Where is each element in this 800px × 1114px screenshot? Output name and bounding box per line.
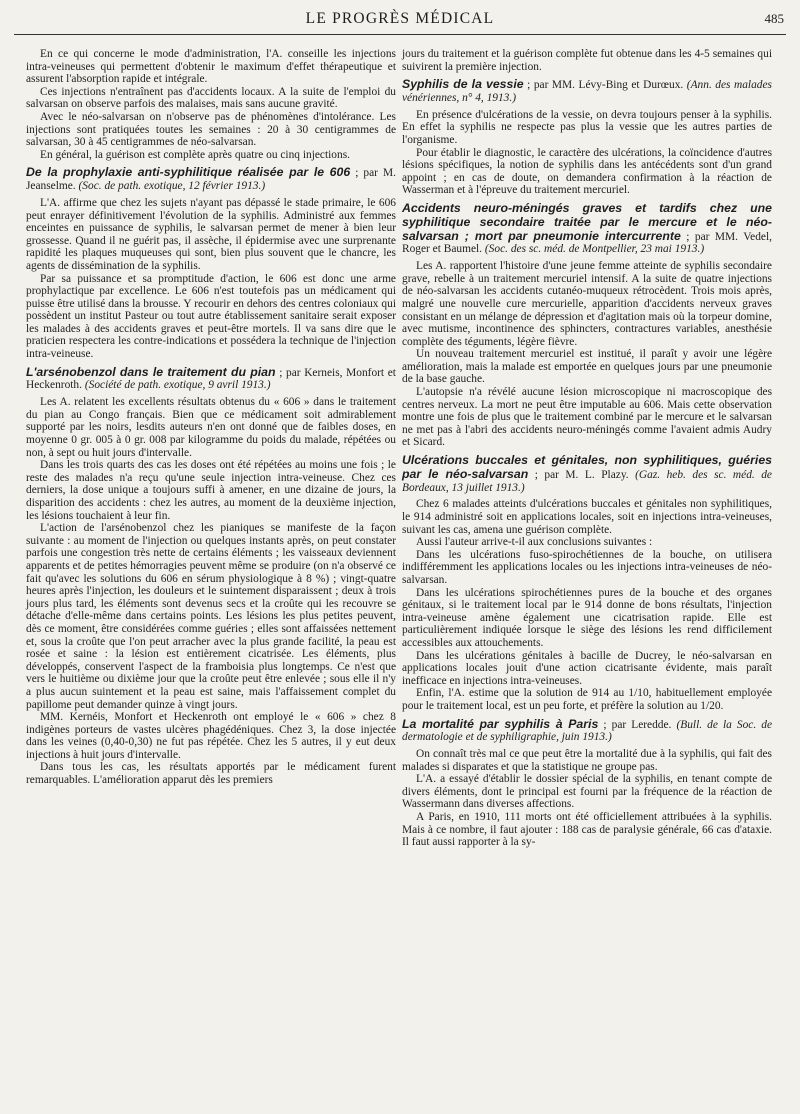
right-column	[402, 48, 772, 849]
article-title: La mortalité par syphilis à Paris	[402, 716, 599, 731]
article-title: Ulcérations buccales et génitales, non syphilitiques, guéries par le néo-salvarsan	[402, 453, 772, 481]
paragraph: A Paris, en 1910, 111 morts ont été officiellement attribuées à la syphilis. Mais à ce nombre, il faut ajouter : 188 cas de paralysie générale, 66 cas d'ataxie. Il faut aussi rapporter à la sy-	[402, 811, 772, 849]
paragraph: Les A. rapportent l'histoire d'une jeune femme atteinte de syphilis secondaire grave, rebelle à un traitement mercuriel intensif. A la suite de quatre injections de néo-salvarsan les accidents cutanéo-muqueux rétrocèdent. Trois mois après, malgré une nouvelle cure mercurielle, apparition d'accidents nerveux graves consistant en un mélange de dépression et d'agitation mais où la torpeur domine, avec mutisme, incontinence des sphincters, contractures variables, anesthésie complète des téguments, légère fièvre.	[402, 260, 772, 348]
article-author: ; par Leredde.	[603, 718, 672, 731]
article-title: De la prophylaxie anti-syphilitique réalisée par le 606	[26, 165, 351, 180]
article-source: (Soc. des sc. méd. de Montpellier, 23 mai 1913.)	[484, 243, 705, 256]
page-number: 485	[764, 11, 784, 26]
paragraph: Dans les ulcérations génitales à bacille de Ducrey, le néo-salvarsan en applications locales jouit d'une action cicatrisante évidente, mais paraît inefficace en injections intra-veineuses.	[402, 649, 772, 687]
paragraph: L'autopsie n'a révélé aucune lésion microscopique ni macroscopique des centres nerveux. La mort ne peut être imputable au 606. Mais cette observation montre une fois de plus que le traitement combiné par le mercure et le salvarsan ne met pas à l'abri des accidents neuro-méningés comme l'avaient admis Audry et Sicard.	[402, 386, 772, 449]
paragraph: L'A. a essayé d'établir le dossier spécial de la syphilis, en tenant compte de divers éléments, dont le principal est fourni par la fréquence de la réaction de Wassermann dans diverses affections.	[402, 773, 772, 811]
paragraph: Dans les trois quarts des cas les doses ont été répétées au moins une fois ; le reste des malades n'a reçu qu'une seule injection intra-veineuse. Chez ces derniers, la dose unique a toujours suffi à amener, en une dizaine de jours, la disparition des accidents : chez les autres, au moment de la deuxième injection, les lésions touchaient à leur fin.	[26, 459, 396, 522]
paragraph: Enfin, l'A. estime que la solution de 914 au 1/10, habituellement employée pour le traitement local, est un peu forte, et préfère la solution au 1/20.	[402, 687, 772, 712]
journal-title: LE PROGRÈS MÉDICAL	[305, 10, 495, 27]
paragraph: Aussi l'auteur arrive-t-il aux conclusions suivantes :	[416, 536, 653, 549]
running-header	[14, 8, 786, 35]
article-source: (Bull. de la Soc. de dermatologie et de syphiligraphie, juin 1913.)	[402, 718, 773, 744]
paragraph: L'action de l'arsénobenzol chez les pianiques se manifeste de la façon suivante : au moment de l'injection ou quelques instants après, on peut constater parfois une congestion très nette de certains éléments ; les vaisseaux deviennent apparents et de petites hémorragies peuvent même se produire (on n'a observé ce fait qu'avec les solutions du 606 en sérum physiologique à 8 %) ; vingt-quatre heures après l'injection, les douleurs et le suintement disparaissent ; deux à trois jours plus tard, les éléments sont devenus secs et la croûte qui les recouvre se détache d'elle-même dans certains points. Les lésions les plus petites peuvent, dès ce moment, être considérées comme guéries ; elles sont affaissées nettement et, sous la croûte que l'on peut arracher avec la plus grande facilité, la peau est rosée et saine : la lésion est entièrement cicatrisée. Les éléments, plus développés, conservent l'aspect de la framboisia plus longtemps. Ce n'est que vers le huitième ou dixième jour que la croûte peut être enlevée ; sous elle il n'y a plus aucun suintement et la peau est saine, mais l'affaissement complet du papillome peut demander quinze à vingt jours.	[26, 522, 396, 711]
paragraph: L'A. affirme que chez les sujets n'ayant pas dépassé le stade primaire, le 606 peut enrayer définitivement l'évolution de la syphilis. Administré aux femmes enceintes en puissance de syphilis, le salvarsan permet de mener à bien leur grossesse. Quand il ne guérit pas, il assèche, il épidermise avec une surprenante rapidité les plaques muqueuses qui sont, bien plus souvent que le chancre, les agents de dissémination de la syphilis.	[26, 196, 396, 272]
paragraph: Un nouveau traitement mercuriel est institué, il paraît y avoir une légère amélioration, mais la malade est emportée en quelques jours par une pneumonie de la base gauche.	[402, 348, 772, 386]
article-source: (Gaz. heb. des sc. méd. de Bordeaux, 13 juillet 1913.)	[402, 468, 772, 494]
article-source: (Soc. de path. exotique, 12 février 1913.)	[78, 180, 266, 193]
paragraph: MM. Kernéis, Monfort et Heckenroth ont employé le « 606 » chez 8 indigènes porteurs de vastes ulcères phagédéniques. Chez 3, la dose injectée dans les veines (0,40-0,30) ne fut pas répétée. Chez les 5 autres, il y eut deux injections à huit jours d'intervalle.	[26, 711, 396, 761]
article-heading	[26, 366, 396, 393]
article-title: L'arsénobenzol dans le traitement du pian	[26, 364, 276, 379]
article-source: (Ann. des malades vénériennes, n° 4, 1913.)	[402, 79, 772, 104]
paragraph: Dans tous les cas, les résultats apportés par le médicament furent remarquables. L'amélioration apparut dès les premiers	[26, 761, 396, 787]
paragraph: Pour établir le diagnostic, le caractère des ulcérations, la coïncidence d'autres lésions spécifiques, la notion de syphilis dans les antécédents sont d'un grand appoint ; en cas de doute, on demandera confirmation à la réaction de Wasserman et à l'épreuve du traitement mercuriel.	[402, 146, 772, 197]
article-title: Syphilis de la vessie	[402, 77, 524, 92]
paragraph: Avec le néo-salvarsan on n'observe pas de phénomènes d'intolérance. Les injections sont pratiquées toutes les semaines : 20 à 30 centigrammes de salvarsan, 30 à 45 centigrammes de néo-salvarsan.	[26, 110, 396, 149]
article-heading	[26, 166, 396, 193]
article-author: ; par M. Jeanselme.	[26, 167, 396, 193]
article-author: ; par MM. Lévy-Bing et Durœux.	[527, 79, 684, 92]
article-heading	[402, 718, 772, 745]
article-heading	[402, 78, 772, 105]
article-author: ; par MM. Vedel, Roger et Baumel.	[402, 230, 772, 256]
paragraph: Ces injections n'entraînent pas d'accidents locaux. A la suite de l'emploi du salvarsan on observe parfois des malaises, mais sans aucune gravité.	[26, 85, 396, 111]
article-heading	[402, 202, 772, 256]
left-column	[26, 48, 396, 787]
article-heading	[402, 454, 772, 494]
article-author: ; par Kerneis, Monfort et Heckenroth.	[26, 366, 396, 392]
paragraph: On connaît très mal ce que peut être la mortalité due à la syphilis, qui fait des malades si disparates et que la statistique ne groupe pas.	[402, 748, 772, 773]
paragraph: Par sa puissance et sa promptitude d'action, le 606 est donc une arme prophylactique par excellence. Le 606 n'est toutefois pas un médicament qui puisse être utilisé dans la brousse. Y recourir en dehors des centres coloniaux qui possèdent un institut Pasteur ou tout autre établissement sanitaire serait exposer les malades à des accidents graves et peut-être mortels. Il va sans dire que le praticien respectera les contre-indications et possédera la technique de l'injection intra-veineuse.	[26, 272, 396, 361]
paragraph: Dans les ulcérations spirochétiennes pures de la bouche et des organes génitaux, si le traitement local par le 914 donne de bons résultats, l'injection intra-veineuse amène également une cicatrisation rapide. Elle est particulièrement indiquée lorsque le siège des lésions les rend difficilement accessibles aux attouchements.	[402, 586, 772, 649]
article-source: (Société de path. exotique, 9 avril 1913.)	[84, 379, 271, 392]
paragraph: En présence d'ulcérations de la vessie, on devra toujours penser à la syphilis. En effet la syphilis ne respecte pas plus la vessie que les autres parties de l'organisme.	[402, 108, 772, 146]
paragraph: jours du traitement et la guérison complète fut obtenue dans les 4-5 semaines qui suivirent la première injection.	[402, 48, 772, 73]
article-title: Accidents neuro-méningés graves et tardifs chez une syphilitique secondaire traitée par le mercure et le néo-salvarsan ; mort par pneumonie intercurrente	[402, 200, 772, 243]
article-author: ; par M. L. Plazy.	[534, 468, 629, 481]
paragraph: Dans les ulcérations fuso-spirochétiennes de la bouche, on utilisera indifféremment les applications locales ou les injections intra-veineuses de néo-salvarsan.	[402, 548, 772, 586]
paragraph: Les A. relatent les excellents résultats obtenus du « 606 » dans le traitement du pian au Congo français. Bien que ce médicament soit admirablement supporté par les noirs, lesdits auteurs n'en ont donné que de faibles doses, en moyenne 0 gr. 005 à 0 gr. 008 par kilogramme du poids du malade, répétées ou non, à sept ou huit jours d'intervalle.	[26, 396, 396, 459]
paragraph: Chez 6 malades atteints d'ulcérations buccales et génitales non syphilitiques, le 914 administré soit en applications locales, soit en injections intra-veineuses, suivant les cas, amena une guérison complète.	[402, 498, 772, 536]
paragraph: En général, la guérison est complète après quatre ou cinq injections.	[40, 148, 350, 161]
paragraph: En ce qui concerne le mode d'administration, l'A. conseille les injections intra-veineuses qui permettent d'obtenir le maximum d'effet thérapeutique et assurent l'absorption rapide et intégrale.	[26, 48, 396, 86]
